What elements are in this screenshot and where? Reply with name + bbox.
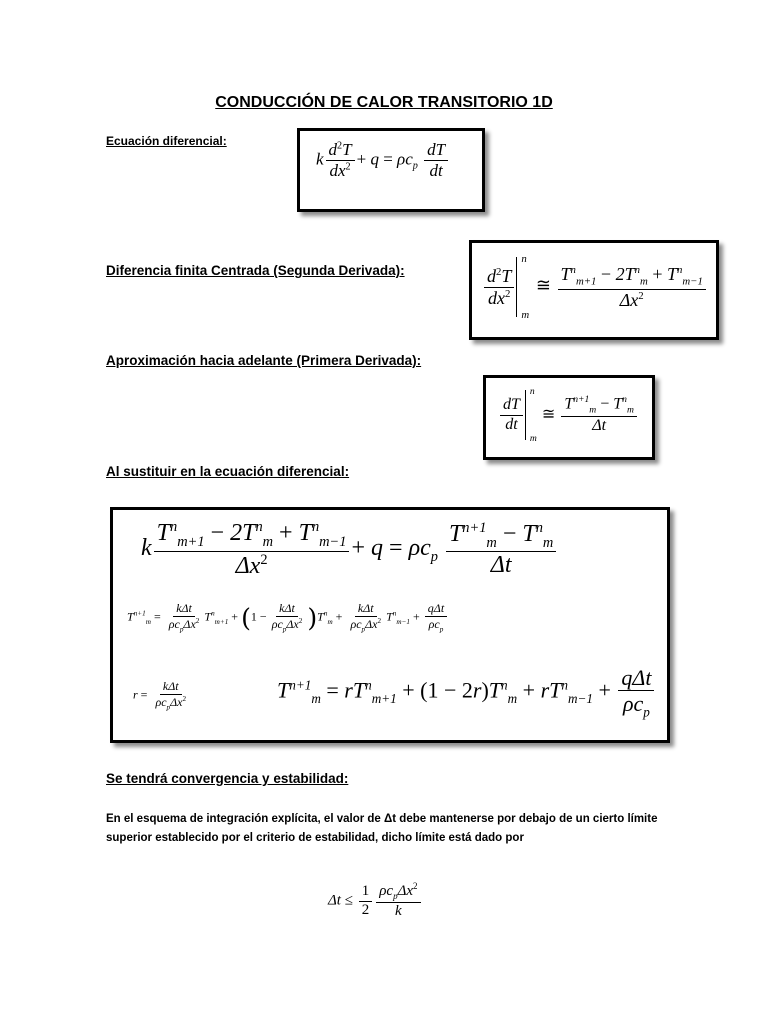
explicit-scheme-equation: $T^{n+1}_m$ = $\frac{\text{kΔt}}{\rho c_p\Delta x^2}$ $T^n_{m+1} + (1$ − $\frac{\text{kΔt}}{\rho c_p\Delta x^2}$ )$T^n_m$ + $\frac{\text{kΔt}}{\rho c_p\Delta x^2}$ $T^n_{m-1}$ + $\frac{\text{qΔt}}{\rho c_p}$ [127,602,449,634]
equation-box-forward-difference [483,375,655,460]
heading-ecuacion-diferencial: Ecuación diferencial: [106,134,227,148]
stability-paragraph: En el esquema de integración explícita, el valor de Δt debe mantenerse por debajo de un cierto límite superior establecido por el criterio de estabilidad, dicho límite está dado por [106,813,658,844]
heading-diferencia-finita: Diferencia finita Centrada (Segunda Derivada): [106,263,405,278]
page-title: CONDUCCIÓN DE CALOR TRANSITORIO 1D [215,94,553,111]
heading-convergencia: Se tendrá convergencia y estabilidad: [106,771,349,786]
heading-al-sustituir: Al sustituir en la ecuación diferencial: [106,464,350,479]
central-difference-formula: $\frac{d^2T}{dx^2}$ n m ≅ $\frac{T^n_{m+1} - 2T^n_m + T^n_{m-1}}{\Delta x^2}$ [482,257,708,317]
equation-box-central-difference [469,240,719,340]
r-definition: r = $\frac{\text{kΔt}}{\rho c_p\Delta x^2}$ [133,679,187,711]
substituted-equation: k $\frac{T^n_{m+1} - 2T^n_m + T^n_{m-1}}{\Delta x^2}$ + $q = \rho c_p$ $\frac{T^{n+1}_m - T^n_m}{\Delta t}$ [141,520,558,579]
explicit-update-equation: $T^{n+1}_m = rT^n_{m+1} + (1 - 2r)T^n_m + rT^n_{m-1}$ + $\frac{\text{qΔt}}{\rho c_p}$ [277,666,656,719]
differential-equation: k $\frac{d^2T}{dx^2}$ + $q = \rho c_p$ $\frac{dT}{dt}$ [316,141,450,180]
stability-criterion: Δt ≤ $\frac{1}{2}$ $\frac{\rho c_p\Delta x^2}{k}$ [328,882,423,920]
equation-box-substitution [110,507,670,743]
heading-aproximacion-adelante: Aproximación hacia adelante (Primera Derivada): [106,353,422,368]
equation-box-differential [297,128,485,212]
forward-difference-formula: $\frac{dT}{dt}$ n m ≅ $\frac{T^{n+1}_m - T^n_m}{\Delta t}$ [498,390,639,440]
